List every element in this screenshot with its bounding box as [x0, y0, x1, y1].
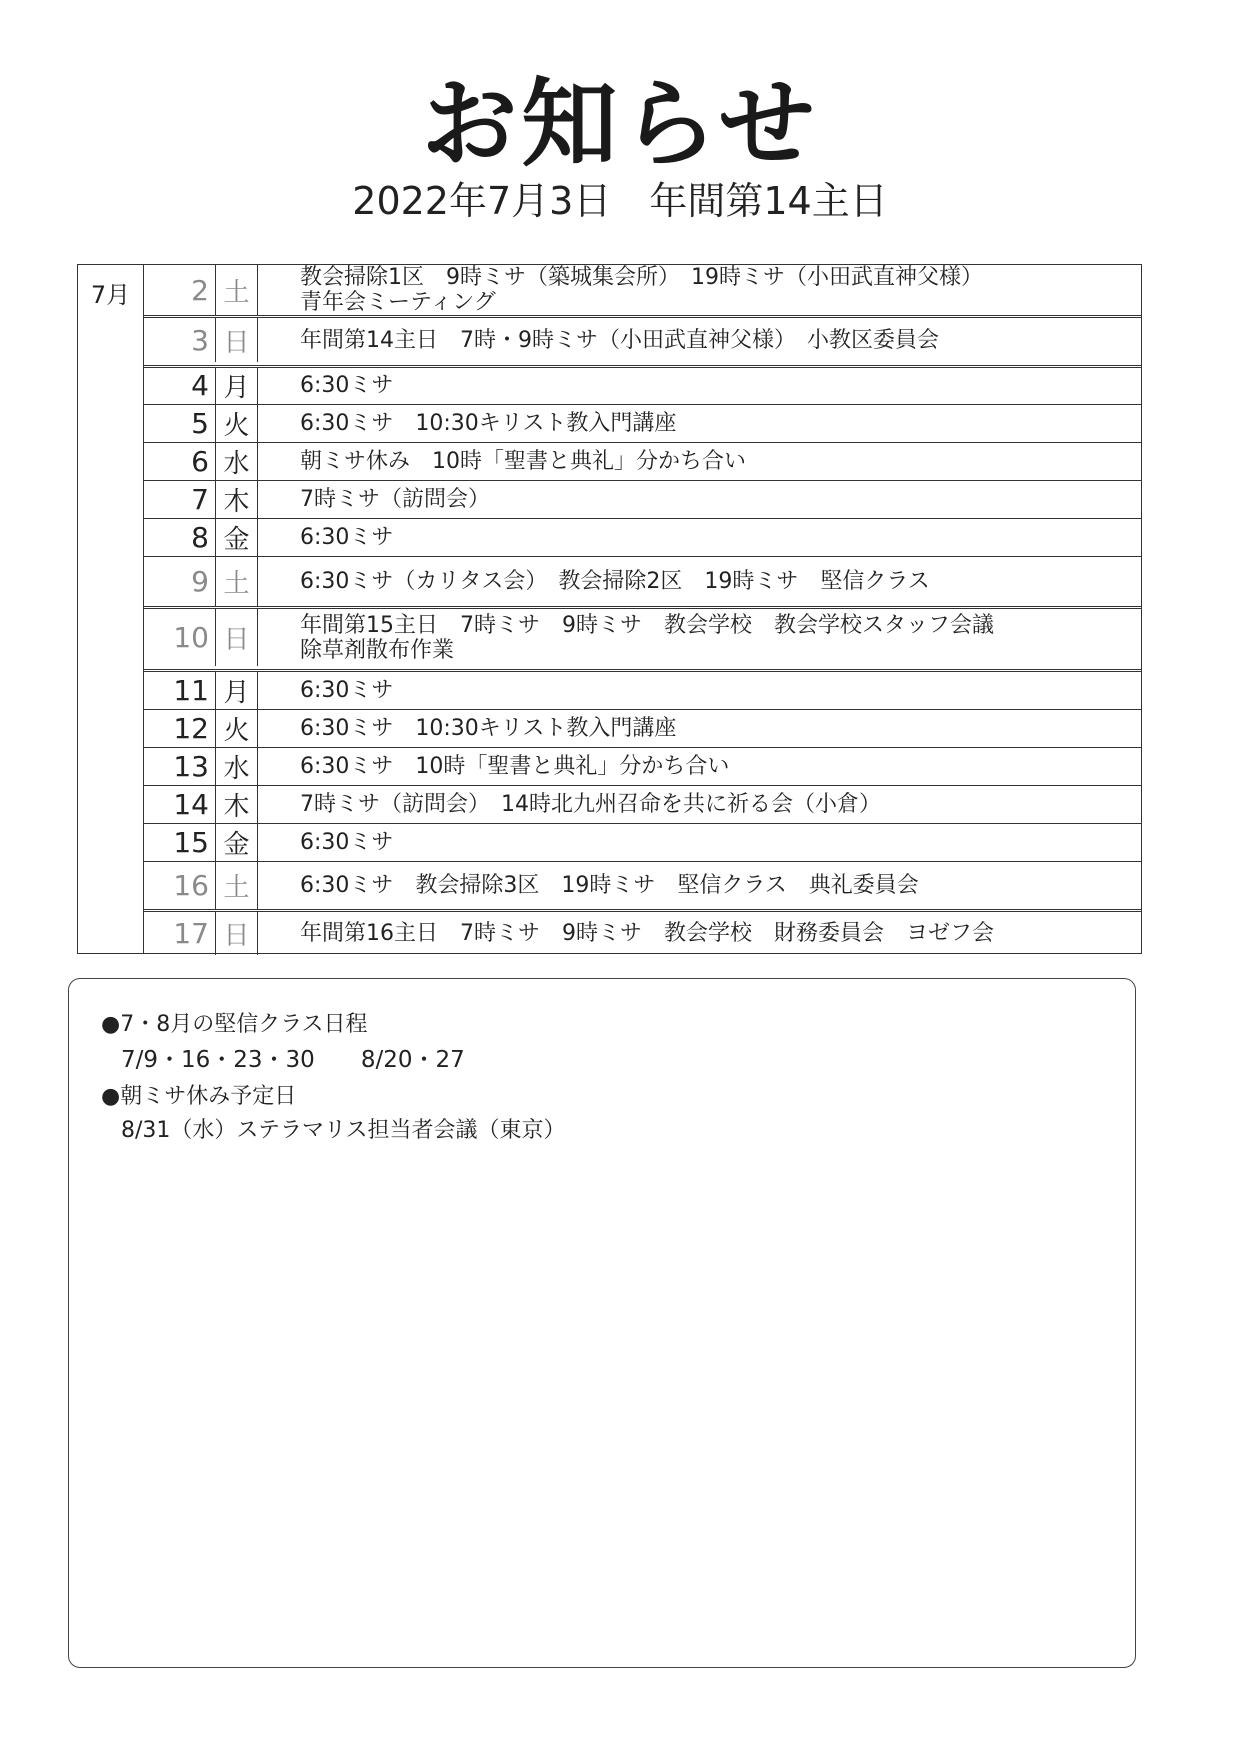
- notice-detail: 7/9・16・23・30 8/20・27: [121, 1047, 465, 1073]
- event-line: 6:30ミサ: [300, 830, 394, 855]
- event-line: 教会掃除1区 9時ミサ（築城集会所） 19時ミサ（小田武直神父様）: [300, 265, 983, 290]
- event-cell: [258, 671, 1141, 709]
- weekday-cell: 月: [216, 671, 258, 709]
- weekday-cell: 日: [216, 318, 258, 362]
- weekday-cell: 水: [216, 443, 258, 480]
- date-cell: 8: [144, 519, 216, 556]
- event-cell: [258, 609, 1141, 666]
- weekday-cell: 水: [216, 748, 258, 785]
- event-line: 年間第15主日 7時ミサ 9時ミサ 教会学校 教会学校スタッフ会議: [300, 612, 994, 638]
- event-cell: [258, 367, 1141, 404]
- weekday-cell: 金: [216, 519, 258, 556]
- event-line: 6:30ミサ: [300, 677, 394, 703]
- week-block: [144, 367, 1141, 672]
- event-cell: [258, 912, 1141, 955]
- table-row: [144, 367, 1141, 404]
- date-cell: 15: [144, 824, 216, 861]
- table-row: [144, 556, 1141, 606]
- event-cell: [258, 557, 1141, 606]
- date-cell: 2: [144, 265, 216, 315]
- event-line: 6:30ミサ（カリタス会） 教会掃除2区 19時ミサ 堅信クラス: [300, 569, 930, 594]
- table-row: [144, 671, 1141, 709]
- date-cell: 3: [144, 318, 216, 362]
- notice-heading: ●7・8月の堅信クラス日程: [101, 1012, 368, 1037]
- event-line: 6:30ミサ: [300, 525, 394, 550]
- weekday-cell: 火: [216, 710, 258, 747]
- date-cell: 11: [144, 671, 216, 709]
- date-cell: 12: [144, 710, 216, 747]
- table-row: [144, 909, 1141, 955]
- event-cell: [258, 748, 1141, 785]
- table-row: [144, 709, 1141, 747]
- event-line: 7時ミサ（訪問会）: [300, 487, 490, 512]
- event-line: 年間第16主日 7時ミサ 9時ミサ 教会学校 財務委員会 ヨゼフ会: [300, 921, 994, 946]
- table-row: [144, 861, 1141, 909]
- notice-box: [68, 978, 1136, 1668]
- weekday-cell: 土: [216, 265, 258, 315]
- table-row: [144, 442, 1141, 480]
- event-cell: [258, 265, 1141, 315]
- date-cell: 17: [144, 912, 216, 955]
- week-block: [144, 671, 1141, 955]
- table-row: [144, 315, 1141, 362]
- event-cell: [258, 318, 1141, 362]
- notice-heading: ●朝ミサ休み予定日: [101, 1084, 297, 1109]
- page-subtitle: 2022年7月3日 年間第14主日: [352, 179, 888, 223]
- weekday-cell: 土: [216, 862, 258, 909]
- event-line: 6:30ミサ 10:30キリスト教入門講座: [300, 411, 677, 436]
- weekday-cell: 火: [216, 405, 258, 442]
- event-cell: [258, 824, 1141, 861]
- table-row: [144, 606, 1141, 666]
- weekday-cell: 日: [216, 609, 258, 666]
- event-cell: [258, 786, 1141, 823]
- event-cell: [258, 443, 1141, 480]
- event-cell: [258, 481, 1141, 518]
- week-block: [144, 265, 1141, 368]
- event-cell: [258, 710, 1141, 747]
- table-row: [144, 747, 1141, 785]
- weekday-cell: 木: [216, 786, 258, 823]
- date-cell: 16: [144, 862, 216, 909]
- event-cell: [258, 519, 1141, 556]
- weekday-cell: 日: [216, 912, 258, 955]
- event-line: 青年会ミーティング: [300, 290, 496, 315]
- event-line: 年間第14主日 7時・9時ミサ（小田武直神父様） 小教区委員会: [300, 327, 939, 353]
- schedule-table: [77, 264, 1142, 954]
- date-cell: 10: [144, 609, 216, 666]
- notice-detail: 8/31（水）ステラマリス担当者会議（東京）: [121, 1118, 566, 1143]
- event-cell: [258, 862, 1141, 909]
- table-row: [144, 823, 1141, 861]
- date-cell: 7: [144, 481, 216, 518]
- date-cell: 4: [144, 367, 216, 404]
- event-line: 6:30ミサ: [300, 373, 394, 398]
- table-row: [144, 518, 1141, 556]
- event-line: 6:30ミサ 10時「聖書と典礼」分かち合い: [300, 754, 730, 779]
- event-line: 7時ミサ（訪問会） 14時北九州召命を共に祈る会（小倉）: [300, 792, 881, 817]
- event-cell: [258, 405, 1141, 442]
- event-line: 6:30ミサ 10:30キリスト教入門講座: [300, 716, 677, 741]
- weekday-cell: 土: [216, 557, 258, 606]
- date-cell: 14: [144, 786, 216, 823]
- month-label: 7月: [78, 265, 144, 953]
- weekday-cell: 月: [216, 367, 258, 404]
- date-cell: 6: [144, 443, 216, 480]
- table-row: [144, 265, 1141, 315]
- page-title: お知らせ: [421, 68, 819, 180]
- table-row: [144, 404, 1141, 442]
- event-line: 除草剤散布作業: [300, 637, 455, 663]
- table-row: [144, 480, 1141, 518]
- table-row: [144, 785, 1141, 823]
- weekday-cell: 金: [216, 824, 258, 861]
- date-cell: 5: [144, 405, 216, 442]
- weekday-cell: 木: [216, 481, 258, 518]
- date-cell: 9: [144, 557, 216, 606]
- event-line: 6:30ミサ 教会掃除3区 19時ミサ 堅信クラス 典礼委員会: [300, 873, 919, 898]
- date-cell: 13: [144, 748, 216, 785]
- event-line: 朝ミサ休み 10時「聖書と典礼」分かち合い: [300, 449, 746, 474]
